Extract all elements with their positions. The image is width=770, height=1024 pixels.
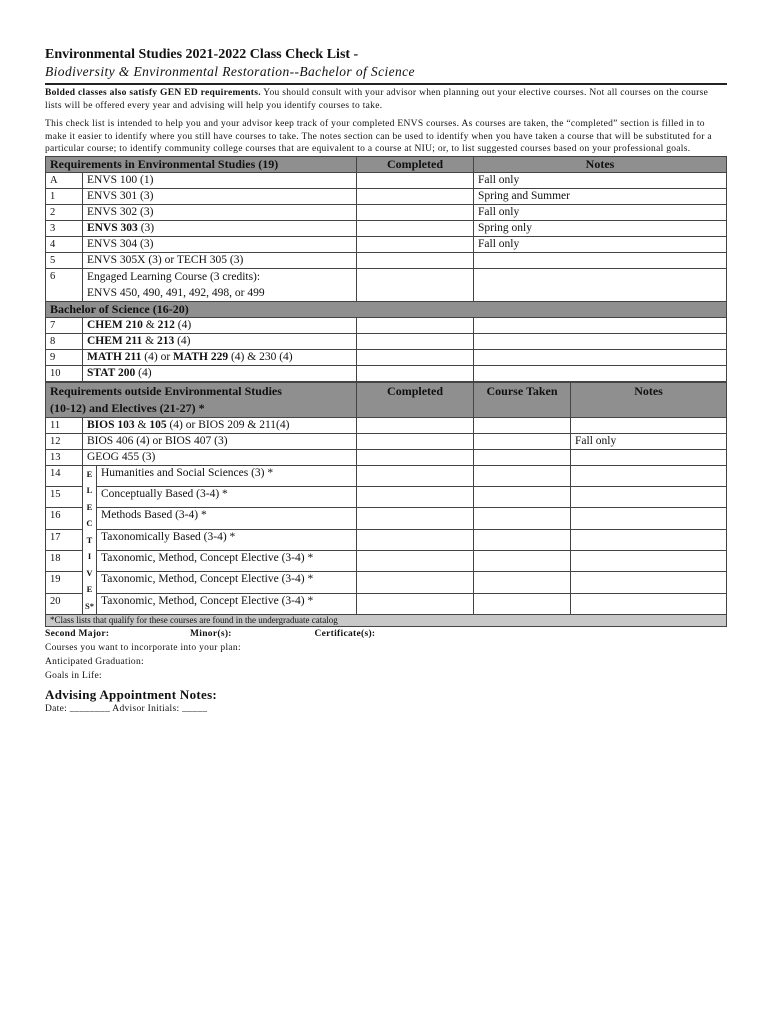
catalog-footnote: *Class lists that qualify for these courses are found in the undergraduate catalog — [46, 615, 727, 627]
elective-cell: Conceptually Based (3-4) * — [97, 486, 357, 507]
table-row — [46, 486, 727, 507]
row-number: 4 — [46, 236, 83, 252]
notes-cell[interactable] — [474, 252, 727, 268]
table-header-row — [46, 156, 727, 172]
course-cell: ENVS 304 (3) — [83, 236, 357, 252]
course-taken-cell[interactable] — [474, 508, 571, 529]
completed-cell[interactable] — [357, 433, 474, 449]
elective-letter: T — [86, 534, 93, 545]
minors-label: Minor(s): — [190, 629, 232, 639]
completed-cell[interactable] — [357, 593, 474, 614]
course-credits: (4) — [135, 366, 152, 379]
electives-vertical-label — [83, 465, 97, 615]
notes-cell[interactable] — [474, 317, 727, 333]
table-row — [46, 572, 727, 593]
course-bold: MATH 211 — [87, 350, 142, 363]
elective-cell: Taxonomic, Method, Concept Elective (3-4) * — [97, 550, 357, 571]
row-number: 6 — [46, 268, 83, 301]
course-credits: (3) — [137, 221, 155, 234]
course-cell — [83, 417, 357, 433]
course-text: & — [134, 418, 150, 431]
completed-cell[interactable] — [357, 550, 474, 571]
row-number: 18 — [46, 550, 83, 571]
course-cell — [83, 268, 357, 301]
notes-cell[interactable] — [474, 365, 727, 381]
completed-cell[interactable] — [357, 572, 474, 593]
course-cell — [83, 365, 357, 381]
table-row — [46, 268, 727, 301]
table-row — [46, 220, 727, 236]
completed-cell[interactable] — [357, 236, 474, 252]
row-number: 20 — [46, 593, 83, 614]
table-row — [46, 529, 727, 550]
envs-requirements-table — [45, 156, 727, 382]
title-divider — [45, 83, 727, 85]
row-number: 2 — [46, 204, 83, 220]
row-number: A — [46, 172, 83, 188]
course-text: & — [142, 318, 158, 331]
completed-cell[interactable] — [357, 508, 474, 529]
course-bold: BIOS 103 — [87, 418, 135, 431]
completed-cell[interactable] — [357, 333, 474, 349]
section-heading-bs: Bachelor of Science (16-20) — [46, 301, 727, 317]
course-credits: (4) — [174, 334, 191, 347]
completed-cell[interactable] — [357, 449, 474, 465]
notes-cell[interactable] — [571, 593, 727, 614]
notes-cell[interactable]: Spring only — [474, 220, 727, 236]
section-heading-envs: Requirements in Environmental Studies (19) — [46, 156, 357, 172]
course-cell: ENVS 301 (3) — [83, 188, 357, 204]
elective-letter: L — [86, 485, 93, 495]
table-row — [46, 333, 727, 349]
course-cell — [83, 333, 357, 349]
completed-cell[interactable] — [357, 417, 474, 433]
page-subtitle: Biodiversity & Environmental Restoration--Bachelor of Science — [45, 64, 415, 79]
elective-cell: Taxonomically Based (3-4) * — [97, 529, 357, 550]
row-number: 13 — [46, 449, 83, 465]
elective-cell: Taxonomic, Method, Concept Elective (3-4) * — [97, 572, 357, 593]
section-heading-outside — [46, 382, 357, 417]
row-number: 15 — [46, 486, 83, 507]
date-initials-line: Date: ________ Advisor Initials: _____ — [45, 704, 208, 714]
course-text: (4) or — [141, 350, 174, 363]
notes-cell[interactable] — [571, 572, 727, 593]
column-header-completed: Completed — [357, 382, 474, 417]
courses-plan-label: Courses you want to incorporate into your plan: — [45, 643, 241, 653]
table-row — [46, 508, 727, 529]
course-line-2: ENVS 450, 490, 491, 492, 498, or 499 — [87, 286, 265, 299]
notes-cell[interactable]: Fall only — [474, 204, 727, 220]
certificate-label: Certificate(s): — [314, 629, 376, 639]
table-row — [46, 550, 727, 571]
row-number: 19 — [46, 572, 83, 593]
row-number: 11 — [46, 417, 83, 433]
outside-requirements-table — [45, 382, 727, 628]
checklist-page — [45, 46, 727, 715]
section-heading-line-1: Requirements outside Environmental Studies — [50, 383, 282, 398]
table-row — [46, 433, 727, 449]
course-cell: BIOS 406 (4) or BIOS 407 (3) — [83, 433, 357, 449]
advising-notes-heading: Advising Appointment Notes: — [45, 687, 218, 702]
notes-cell[interactable] — [571, 486, 727, 507]
notes-cell[interactable] — [474, 268, 727, 301]
elective-cell: Methods Based (3-4) * — [97, 508, 357, 529]
course-taken-cell[interactable] — [474, 529, 571, 550]
course-credits: (4) or BIOS 209 & 211(4) — [166, 418, 290, 431]
course-text: & — [142, 334, 157, 347]
elective-letter: E — [86, 468, 93, 479]
elective-letter: V — [86, 567, 93, 578]
elective-letter: C — [86, 518, 93, 528]
course-bold: 105 — [149, 418, 167, 431]
table-row — [46, 593, 727, 614]
completed-cell[interactable] — [357, 188, 474, 204]
course-cell: ENVS 305X (3) or TECH 305 (3) — [83, 252, 357, 268]
elective-letter: E — [86, 584, 93, 594]
completed-cell[interactable] — [357, 220, 474, 236]
course-cell: ENVS 100 (1) — [83, 172, 357, 188]
notes-cell[interactable] — [571, 550, 727, 571]
row-number: 5 — [46, 252, 83, 268]
course-credits: (4) & 230 (4) — [228, 350, 293, 363]
row-number: 17 — [46, 529, 83, 550]
row-number: 1 — [46, 188, 83, 204]
column-header-notes: Notes — [571, 382, 727, 417]
course-taken-cell[interactable] — [474, 433, 571, 449]
second-major-label: Second Major: — [45, 629, 110, 639]
notes-cell[interactable]: Fall only — [571, 433, 727, 449]
row-number: 10 — [46, 365, 83, 381]
course-bold: CHEM 211 — [87, 334, 143, 347]
gen-ed-note: Bolded classes also satisfy GEN ED requirements. — [45, 88, 261, 98]
anticipated-graduation-label: Anticipated Graduation: — [45, 657, 144, 667]
intro-paragraph-1 — [45, 87, 727, 112]
notes-cell[interactable] — [571, 529, 727, 550]
table-row — [46, 417, 727, 433]
notes-cell[interactable] — [571, 417, 727, 433]
notes-cell[interactable]: Spring and Summer — [474, 188, 727, 204]
course-taken-cell[interactable] — [474, 572, 571, 593]
course-cell — [83, 349, 357, 365]
table-row — [46, 465, 727, 486]
elective-letter: I — [87, 551, 92, 561]
page-title: Environmental Studies 2021-2022 Class Check List - — [45, 47, 359, 62]
table-row — [46, 204, 727, 220]
course-credits: (4) — [174, 318, 192, 331]
table-header-row — [46, 382, 727, 417]
course-cell: GEOG 455 (3) — [83, 449, 357, 465]
course-cell: ENVS 302 (3) — [83, 204, 357, 220]
course-taken-cell[interactable] — [474, 465, 571, 486]
table-row — [46, 317, 727, 333]
completed-cell[interactable] — [357, 486, 474, 507]
completed-cell[interactable] — [357, 252, 474, 268]
course-bold: ENVS 303 — [87, 221, 138, 234]
goals-label: Goals in Life: — [45, 671, 102, 681]
table-row — [46, 349, 727, 365]
course-bold: STAT 200 — [87, 366, 136, 379]
completed-cell[interactable] — [357, 172, 474, 188]
completed-cell[interactable] — [357, 268, 474, 301]
row-number: 12 — [46, 433, 83, 449]
completed-cell[interactable] — [357, 204, 474, 220]
row-number: 16 — [46, 508, 83, 529]
course-taken-cell[interactable] — [474, 593, 571, 614]
completed-cell[interactable] — [357, 529, 474, 550]
notes-cell[interactable] — [474, 349, 727, 365]
footnote-row — [46, 615, 727, 627]
course-bold: MATH 229 — [173, 350, 229, 363]
elective-letter: E — [86, 501, 93, 512]
notes-cell[interactable] — [571, 449, 727, 465]
table-row — [46, 449, 727, 465]
course-taken-cell[interactable] — [474, 417, 571, 433]
completed-cell[interactable] — [357, 465, 474, 486]
notes-cell[interactable] — [571, 508, 727, 529]
elective-cell: Humanities and Social Sciences (3) * — [97, 465, 357, 486]
course-taken-cell[interactable] — [474, 486, 571, 507]
column-header-completed: Completed — [357, 156, 474, 172]
course-bold: 212 — [157, 318, 175, 331]
row-number: 9 — [46, 349, 83, 365]
column-header-course-taken: Course Taken — [474, 382, 571, 417]
row-number: 14 — [46, 465, 83, 486]
intro-paragraph-1-text: You should consult with your advisor when planning out your elective courses. Not all courses on the course lists will be offered every year and advising will help you identify courses to take. — [45, 88, 709, 111]
course-taken-cell[interactable] — [474, 550, 571, 571]
course-cell — [83, 220, 357, 236]
course-bold: 213 — [156, 334, 175, 347]
section-header-row — [46, 301, 727, 317]
table-row — [46, 252, 727, 268]
course-taken-cell[interactable] — [474, 449, 571, 465]
completed-cell[interactable] — [357, 365, 474, 381]
elective-cell: Taxonomic, Method, Concept Elective (3-4) * — [97, 593, 357, 614]
course-line-1: Engaged Learning Course (3 credits): — [87, 270, 261, 283]
notes-cell[interactable]: Fall only — [474, 236, 727, 252]
row-number: 3 — [46, 220, 83, 236]
elective-letter: S* — [85, 600, 94, 611]
course-cell — [83, 317, 357, 333]
table-row — [46, 188, 727, 204]
table-row — [46, 172, 727, 188]
completed-cell[interactable] — [357, 349, 474, 365]
notes-cell[interactable] — [571, 465, 727, 486]
table-row — [46, 365, 727, 381]
majors-line — [45, 627, 727, 641]
column-header-notes: Notes — [474, 156, 727, 172]
notes-cell[interactable] — [474, 333, 727, 349]
notes-cell[interactable]: Fall only — [474, 172, 727, 188]
row-number: 8 — [46, 333, 83, 349]
row-number: 7 — [46, 317, 83, 333]
table-row — [46, 236, 727, 252]
completed-cell[interactable] — [357, 317, 474, 333]
section-heading-line-2: (10-12) and Electives (21-27) * — [50, 400, 205, 415]
intro-paragraph-2: This check list is intended to help you and your advisor keep track of your completed ENVS courses. As courses are taken, the “completed” section is filled in to make it easier to identify where you still have courses to take. The notes section can be used to identify when you have taken a course that will be substituted for a particular course; to identify community college courses that are equivalent to a course at NIU; or, to list suggested courses based on your professional goals. — [45, 119, 712, 154]
course-bold: CHEM 210 — [87, 318, 143, 331]
